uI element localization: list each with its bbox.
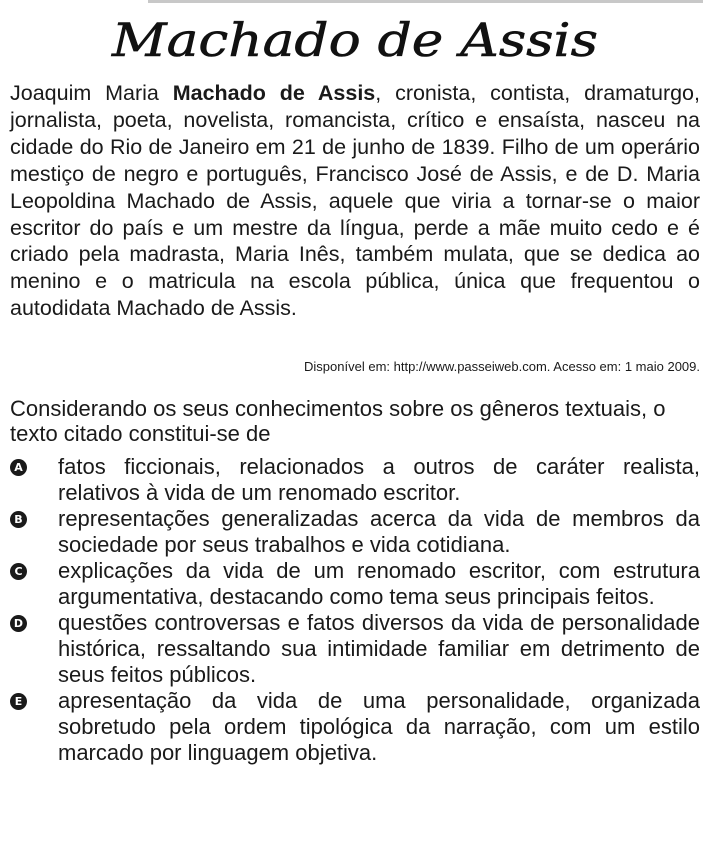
option-a-badge: A bbox=[10, 459, 27, 476]
passage-body: , cronista, contista, dramaturgo, jornalista, poeta, novelista, romancista, crítico e ensaísta, nasceu na cidade do Rio de Janeiro em 21 de junho de 1839. Filho de um operário mestiço de negro e português, Francisco José de Assis, e de D. Maria Leopoldina Machado de Assis, aquele que viria a tornar-se o maior escritor do país e um mestre da língua, perde a mãe muito cedo e é criado pela madrasta, Maria Inês, também mulata, que se dedica ao menino e o matricula na escola pública, única que frequentou o autodidata Machado de Assis. bbox=[10, 81, 700, 321]
passage-lead: Joaquim Maria bbox=[10, 81, 173, 105]
option-b-badge: B bbox=[10, 511, 27, 528]
option-d-badge: D bbox=[10, 615, 27, 632]
option-e-text: apresentação da vida de uma personalidade, organizada sobretudo pela ordem tipológica da narração, com um estilo marcado por linguagem objetiva. bbox=[58, 688, 700, 765]
option-c-badge: C bbox=[10, 563, 27, 580]
page-title: Machado de Assis bbox=[110, 14, 599, 67]
source-citation: Disponível em: http://www.passeiweb.com. Acesso em: 1 maio 2009. bbox=[304, 359, 700, 374]
option-a[interactable] bbox=[10, 454, 700, 506]
answer-options bbox=[10, 454, 700, 766]
option-b[interactable] bbox=[10, 506, 700, 558]
option-e[interactable] bbox=[10, 688, 700, 766]
passage-author-name: Machado de Assis bbox=[172, 81, 376, 105]
title-area bbox=[0, 14, 710, 70]
passage-text bbox=[10, 80, 700, 322]
option-a-text: fatos ficcionais, relacionados a outros de caráter realista, relativos à vida de um renomado escritor. bbox=[58, 454, 700, 505]
option-e-badge: E bbox=[10, 693, 27, 710]
option-c[interactable] bbox=[10, 558, 700, 610]
option-d-text: questões controversas e fatos diversos da vida de personalidade histórica, ressaltando sua intimidade familiar em detrimento de seus feitos públicos. bbox=[58, 610, 700, 687]
option-b-text: representações generalizadas acerca da vida de membros da sociedade por seus trabalhos e vida cotidiana. bbox=[58, 506, 700, 557]
question-stem: Considerando os seus conhecimentos sobre os gêneros textuais, o texto citado constitui-se de bbox=[10, 396, 666, 446]
handwritten-title bbox=[105, 14, 605, 70]
top-rule bbox=[148, 0, 703, 3]
option-c-text: explicações da vida de um renomado escritor, com estrutura argumentativa, destacando como tema seus principais feitos. bbox=[58, 558, 700, 609]
option-d[interactable] bbox=[10, 610, 700, 688]
